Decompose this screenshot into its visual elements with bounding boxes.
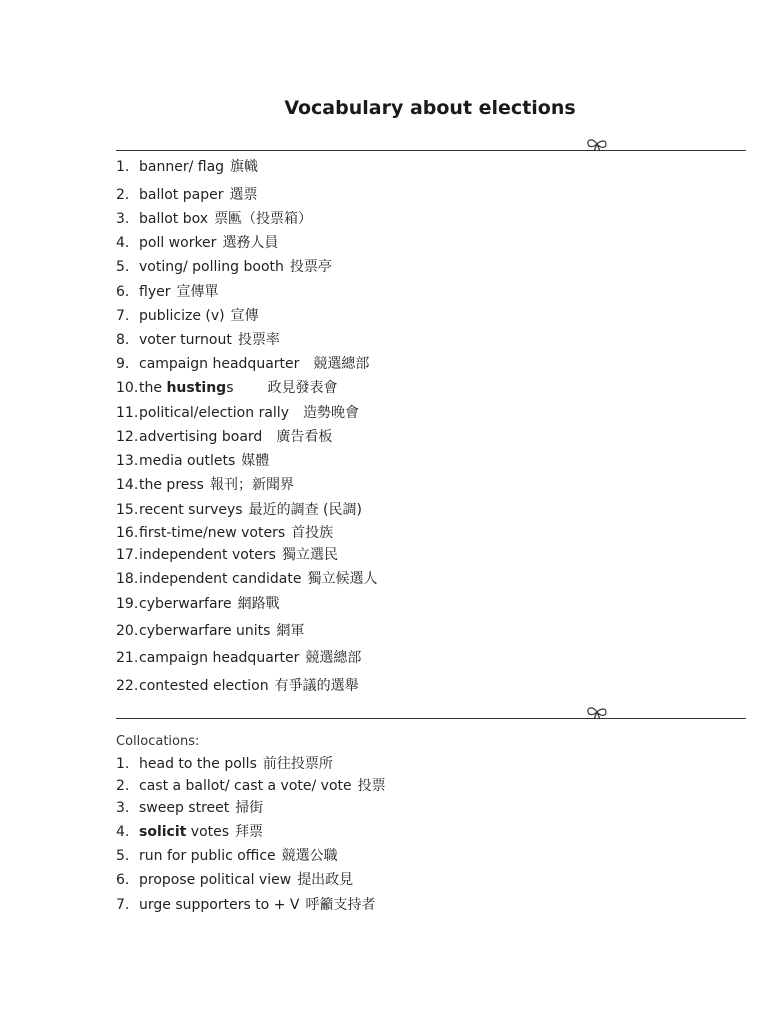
list-item: 6. propose political view 提出政見 <box>116 872 354 888</box>
list-item: 18.independent candidate 獨立候選人 <box>116 571 378 587</box>
list-item: 21.campaign headquarter 競選總部 <box>116 650 362 666</box>
list-item: 9. campaign headquarter 競選總部 <box>116 356 370 372</box>
list-item: 3. sweep street 掃街 <box>116 800 264 816</box>
list-item: 4. solicit votes 拜票 <box>116 824 264 840</box>
list-item: 5. run for public office 競選公職 <box>116 848 338 864</box>
list-item: 8. voter turnout 投票率 <box>116 332 280 348</box>
list-item: 17.independent voters 獨立選民 <box>116 547 338 563</box>
list-item: 7. urge supporters to + V 呼籲支持者 <box>116 897 376 913</box>
list-item: 6. flyer 宣傳單 <box>116 284 219 300</box>
page-title: Vocabulary about elections <box>284 97 576 119</box>
list-item: 12.advertising board 廣告看板 <box>116 429 333 445</box>
list-item: 5. voting/ polling booth 投票亭 <box>116 259 332 275</box>
list-item: 3. ballot box 票匭（投票箱） <box>116 211 313 227</box>
list-item: 2. cast a ballot/ cast a vote/ vote 投票 <box>116 778 386 794</box>
divider-top <box>116 150 746 151</box>
list-item: 14.the press 報刊；新聞界 <box>116 477 294 493</box>
ribbon-ornament-icon <box>584 136 610 152</box>
list-item: 16.first-time/new voters 首投族 <box>116 525 334 541</box>
list-item: 11.political/election rally 造勢晚會 <box>116 405 359 421</box>
list-item: 10.the hustings 政見發表會 <box>116 380 338 396</box>
divider-middle <box>116 718 746 719</box>
collocations-heading: Collocations: <box>116 734 200 749</box>
list-item: 22.contested election 有爭議的選舉 <box>116 678 359 694</box>
list-item: 19.cyberwarfare 網路戰 <box>116 596 280 612</box>
list-item: 13.media outlets 媒體 <box>116 453 270 469</box>
list-item: 7. publicize (v) 宣傳 <box>116 308 259 324</box>
list-item: 1. banner/ flag 旗幟 <box>116 159 259 175</box>
list-item: 20.cyberwarfare units 網軍 <box>116 623 305 639</box>
list-item: 1. head to the polls 前往投票所 <box>116 756 333 772</box>
list-item: 4. poll worker 選務人員 <box>116 235 279 251</box>
list-item: 2. ballot paper 選票 <box>116 187 258 203</box>
list-item: 15.recent surveys 最近的調查 (民調) <box>116 502 362 518</box>
ribbon-ornament-icon <box>584 704 610 720</box>
